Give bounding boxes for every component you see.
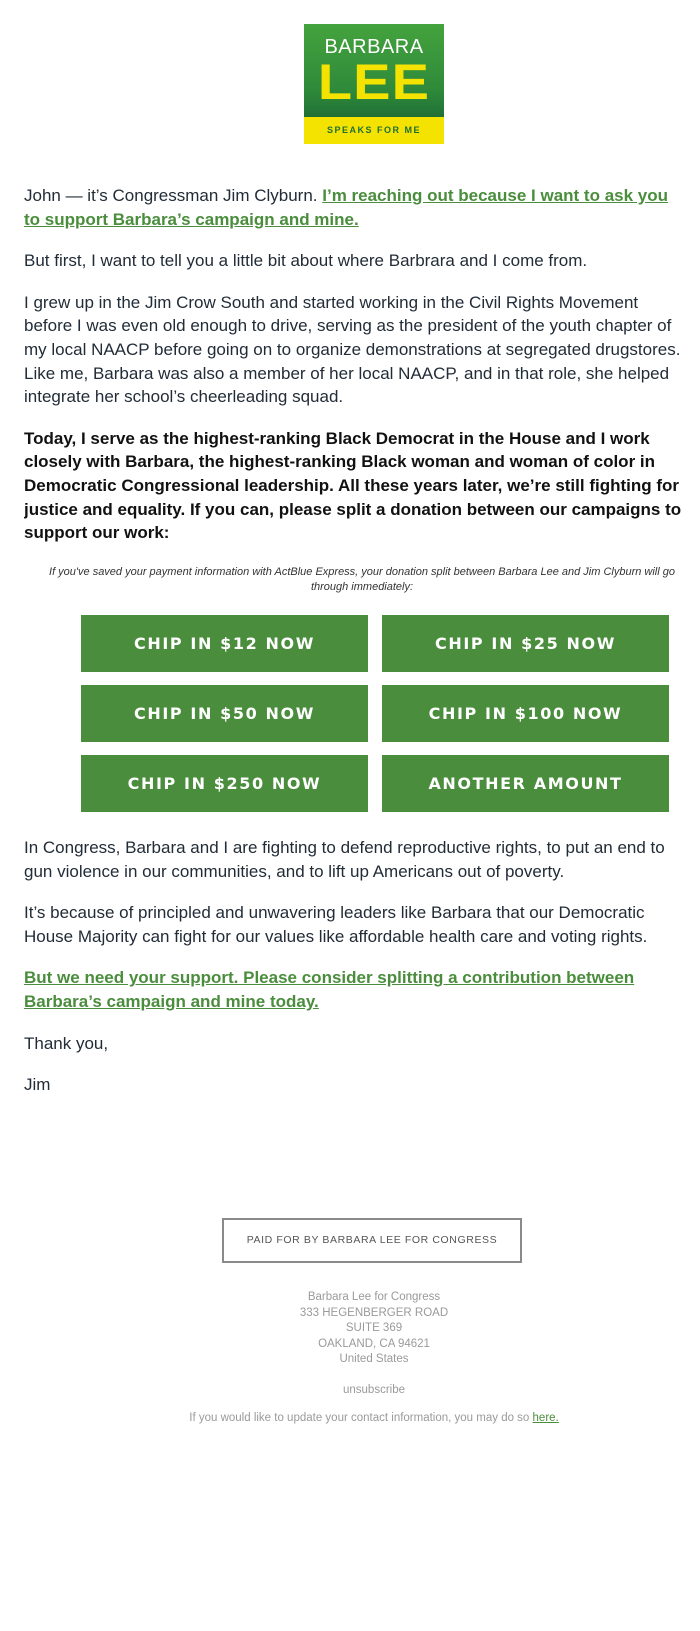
chip-in-25-button[interactable]: CHIP IN $25 NOW bbox=[382, 615, 669, 672]
signature: Jim bbox=[24, 1075, 51, 1095]
logo-first-name: BARBARA bbox=[324, 36, 424, 58]
chip-in-12-button[interactable]: CHIP IN $12 NOW bbox=[81, 615, 368, 672]
logo-last-name: LEE bbox=[317, 54, 431, 110]
intro-support-link[interactable]: I’m reaching out because I want to ask you to support Barbara’s campaign and mine. bbox=[24, 186, 669, 229]
address-line: 333 HEGENBERGER ROAD bbox=[299, 1306, 449, 1319]
paragraph-line: my local NAACP before going on to organize demonstrations at segregated drugstores. bbox=[24, 339, 681, 359]
address-line: SUITE 369 bbox=[345, 1322, 403, 1335]
logo-tagline: SPEAKS FOR ME bbox=[304, 117, 444, 144]
chip-in-250-button[interactable]: CHIP IN $250 NOW bbox=[81, 755, 368, 812]
background-paragraph: But first, I want to tell you a little bit about where Barbrara and I come from. bbox=[24, 251, 588, 271]
email-body-continued bbox=[24, 836, 700, 1115]
paragraph-line: justice and equality. If you can, please split a donation between our campaigns to bbox=[24, 499, 682, 519]
paragraph-line: Today, I serve as the highest-ranking Black Democrat in the House and I work bbox=[24, 428, 650, 448]
chip-in-50-button[interactable]: CHIP IN $50 NOW bbox=[81, 685, 368, 742]
paragraph-line: closely with Barbara, the highest-ranking Black woman and woman of color in bbox=[24, 452, 656, 472]
address-line: OAKLAND, CA 94621 bbox=[318, 1337, 430, 1350]
update-contact-info bbox=[0, 1412, 700, 1424]
paragraph-line: In Congress, Barbara and I are fighting to defend reproductive rights, to put an end to bbox=[24, 838, 665, 857]
support-cta-paragraph bbox=[24, 966, 700, 1013]
paragraph-line: support our work: bbox=[24, 523, 170, 543]
paragraph-line: gun violence in our communities, and to lift up Americans out of poverty. bbox=[24, 861, 565, 881]
unsubscribe-link[interactable]: unsubscribe bbox=[342, 1384, 405, 1396]
paragraph-line: Democratic Congressional leadership. All these years later, we’re still fighting for bbox=[24, 475, 680, 495]
donation-ask-paragraph bbox=[24, 427, 700, 545]
split-contribution-link[interactable]: But we need your support. Please consider splitting a contribution between Barbara’s campaign and mine today. bbox=[24, 968, 635, 1011]
signoff: Thank you, bbox=[24, 1033, 109, 1053]
another-amount-button[interactable]: ANOTHER AMOUNT bbox=[382, 755, 669, 812]
paragraph-line: I grew up in the Jim Crow South and started working in the Civil Rights Movement bbox=[24, 292, 639, 312]
mailing-address bbox=[0, 1290, 700, 1368]
paragraph-line: before I was even old enough to drive, serving as the president of the youth chapter of bbox=[24, 316, 672, 336]
civil-rights-paragraph bbox=[24, 291, 700, 409]
intro-text: John — it’s Congressman Jim Clyburn. bbox=[24, 186, 323, 205]
address-line: Barbara Lee for Congress bbox=[307, 1291, 441, 1303]
update-contact-text: If you would like to update your contact information, you may do so bbox=[189, 1412, 533, 1424]
paid-for-disclaimer: PAID FOR BY BARBARA LEE FOR CONGRESS bbox=[222, 1218, 522, 1263]
address-line: United States bbox=[339, 1353, 409, 1366]
chip-in-100-button[interactable]: CHIP IN $100 NOW bbox=[382, 685, 669, 742]
majority-paragraph bbox=[24, 901, 700, 948]
paragraph-line: Like me, Barbara was also a member of her local NAACP, and in that role, she helped bbox=[24, 363, 670, 383]
paragraph-line: House Majority can fight for our values like affordable health care and voting rights. bbox=[24, 926, 648, 946]
barbara-lee-logo bbox=[304, 24, 444, 144]
email-body bbox=[24, 184, 700, 563]
intro-paragraph bbox=[24, 184, 700, 231]
paragraph-line: It’s because of principled and unwavering leaders like Barbara that our Democratic bbox=[24, 903, 645, 923]
paragraph-line: integrate her school’s cheerleading squad. bbox=[24, 387, 344, 407]
update-contact-link[interactable]: here. bbox=[532, 1412, 559, 1424]
actblue-express-note: If you've saved your payment information with ActBlue Express, your donation split between Barbara Lee and Jim Clyburn will go through immediately: bbox=[49, 566, 675, 593]
congress-work-paragraph bbox=[24, 836, 700, 883]
